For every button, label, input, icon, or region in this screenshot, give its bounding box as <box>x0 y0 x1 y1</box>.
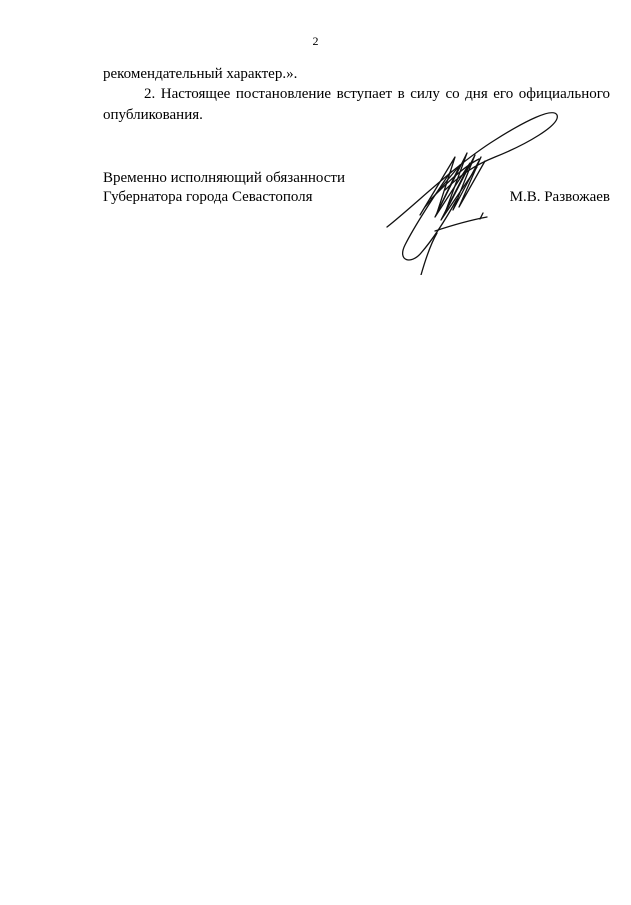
body-paragraph-continuation: рекомендательный характер.». <box>103 66 298 82</box>
signatory-name: М.В. Развожаев <box>509 189 610 205</box>
signatory-title-line-1: Временно исполняющий обязанности <box>103 170 346 186</box>
signatory-title-line-2: Губернатора города Севастополя <box>103 189 313 205</box>
signatory-title <box>103 169 345 207</box>
handwritten-signature <box>375 95 575 275</box>
body-paragraph-clause-2: 2. Настоящее постановление вступает в силу со дня его официального опубликования. <box>103 86 610 123</box>
page-number: 2 <box>312 34 319 48</box>
